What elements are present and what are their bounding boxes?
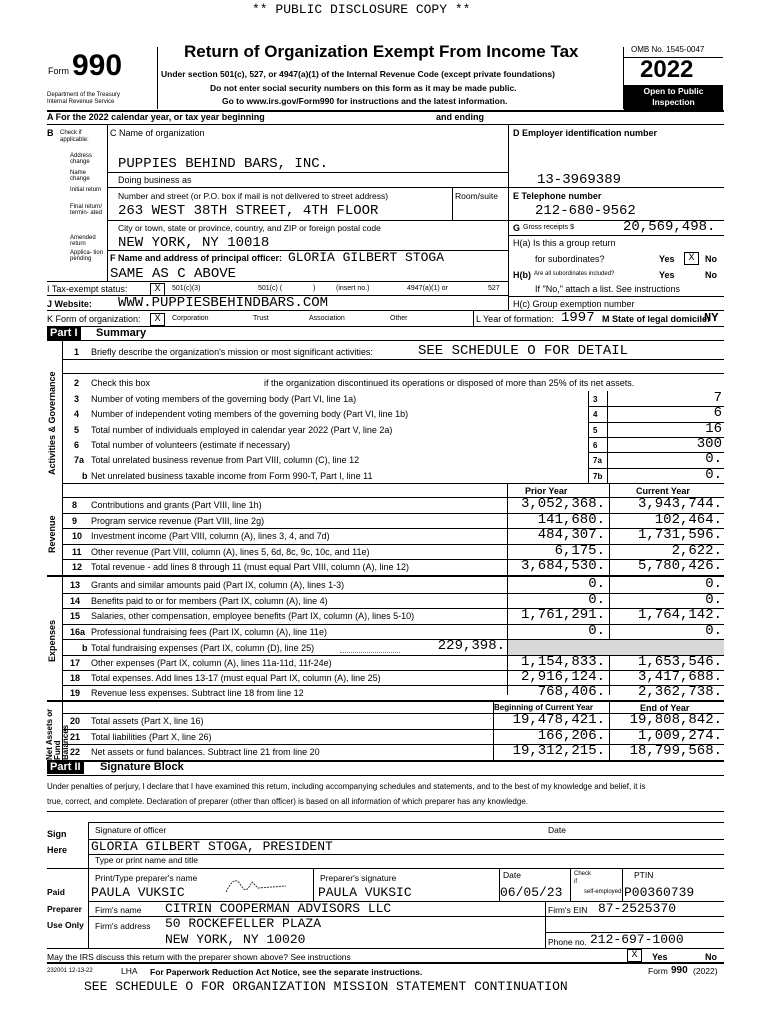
- gov-line-box: 6: [593, 440, 598, 450]
- gross-receipts-value: 20,569,498.: [623, 219, 716, 235]
- dept-treasury: Department of the Treasury: [47, 92, 121, 98]
- gov-line-desc: Number of voting members of the governing body (Part VI, line 1a): [91, 394, 357, 404]
- org-city: NEW YORK, NY 10018: [118, 235, 270, 251]
- perjury-declaration-2: true, correct, and complete. Declaration of preparer (other than officer) is based on all information of which preparer has any knowledge.: [47, 797, 528, 806]
- firm-address-label: Firm's address: [95, 921, 151, 931]
- expense-line-desc: Other expenses (Part IX, column (A), lines 11a-11d, 11f-24e): [91, 658, 332, 668]
- ptin-label: PTIN: [634, 870, 654, 880]
- 501c-close-paren: ): [313, 285, 316, 292]
- omb-number: OMB No. 1545-0047: [631, 45, 705, 54]
- expense-current-year: 0.: [705, 591, 722, 608]
- part-ii-title: Signature Block: [100, 761, 184, 773]
- hb-no-label: No: [705, 270, 717, 280]
- net-assets-beginning: 166,206.: [537, 727, 605, 744]
- revenue-line-number: 12: [72, 562, 83, 573]
- revenue-line-desc: Investment income (Part VIII, column (A), lines 3, 4, and 7d): [91, 531, 330, 542]
- tax-year: 2022: [640, 56, 694, 83]
- gov-line-number: 7a: [74, 455, 85, 466]
- firm-ein: 87-2525370: [598, 901, 677, 916]
- expense-prior-year: 0.: [588, 576, 605, 592]
- group-return-label: H(a) Is this a group return: [513, 238, 616, 248]
- state-domicile-label: M State of legal domicile:: [602, 314, 711, 324]
- net-assets-line-number: 21: [70, 731, 81, 742]
- gov-line-desc: Total unrelated business revenue from Part VIII, column (C), line 12: [91, 455, 360, 466]
- corporation-checkbox[interactable]: X: [150, 313, 165, 326]
- room-suite-label: Room/suite: [455, 191, 498, 201]
- net-assets-beginning: 19,312,215.: [512, 743, 605, 759]
- check-if-applicable: Check if applicable:: [60, 130, 89, 143]
- net-assets-line-desc: Total liabilities (Part X, line 26): [91, 731, 212, 742]
- revenue-prior-year: 3,052,368.: [520, 496, 605, 512]
- irs-discuss-yes-label: Yes: [652, 952, 668, 962]
- gov-line-value: 0.: [705, 451, 722, 468]
- schedule-o-note: SEE SCHEDULE O FOR ORGANIZATION MISSION STATEMENT CONTINUATION: [84, 979, 568, 994]
- current-year-header: Current Year: [636, 486, 690, 496]
- revenue-line-number: 9: [72, 515, 78, 526]
- paid-label: Paid: [47, 887, 65, 897]
- form-label: Form: [48, 66, 69, 76]
- principal-officer-label: F Name and address of principal officer:: [110, 253, 283, 263]
- preparer-date: 06/05/23: [500, 885, 563, 900]
- section-a-ending: and ending: [436, 112, 484, 122]
- tax-exempt-label: I Tax-exempt status:: [47, 284, 128, 294]
- website-label: J Website:: [47, 299, 92, 309]
- 4947-label: 4947(a)(1) or: [407, 285, 448, 292]
- here-label: Here: [47, 845, 68, 855]
- address-change-checkbox[interactable]: Address change: [70, 153, 93, 165]
- trust-label: Trust: [253, 315, 269, 322]
- revenue-current-year: 5,780,426.: [637, 558, 722, 575]
- expense-current-year: 1,764,142.: [637, 607, 722, 624]
- part-ii-label: Part II: [47, 761, 84, 774]
- lha-label: LHA: [121, 966, 138, 976]
- firm-phone-label: Phone no.: [548, 937, 587, 947]
- expense-line-number: 18: [70, 673, 81, 683]
- revenue-current-year: 3,943,744.: [637, 496, 722, 512]
- 501c-other-label: 501(c) (: [258, 285, 283, 292]
- website-value: WWW.PUPPIESBEHINDBARS.COM: [118, 295, 329, 311]
- ha-no-checkbox[interactable]: X: [684, 252, 699, 265]
- form-title: Return of Organization Exempt From Income Tax: [184, 42, 579, 61]
- expense-line-desc: Revenue less expenses. Subtract line 18 from line 12: [91, 688, 304, 698]
- ptin-value: P00360739: [624, 885, 695, 900]
- city-label: City or town, state or province, country, and ZIP or foreign postal code: [118, 223, 381, 233]
- expense-line-number: 19: [70, 688, 81, 698]
- net-assets-line-number: 20: [70, 716, 81, 726]
- expense-line-desc: Professional fundraising fees (Part IX, column (A), line 11e): [91, 626, 327, 637]
- other-label: Other: [390, 315, 408, 322]
- section-b-label: B: [47, 128, 54, 138]
- section-a-label: A For the 2022 calendar year, or tax year beginning: [47, 112, 265, 122]
- self-employed-checkbox[interactable]: self-employed: [584, 889, 622, 895]
- org-name: PUPPIES BEHIND BARS, INC.: [118, 156, 329, 172]
- revenue-line-desc: Contributions and grants (Part VIII, line 1h): [91, 500, 262, 510]
- check-label: Check: [574, 871, 592, 877]
- expense-line-desc: Total expenses. Add lines 13-17 (must equal Part IX, column (A), line 25): [91, 673, 381, 683]
- gov-line-number: 3: [74, 394, 80, 404]
- preparer-signature: PAULA VUKSIC: [318, 885, 412, 900]
- expense-prior-year: 0.: [588, 591, 605, 608]
- revenue-current-year: 1,731,596.: [637, 527, 722, 544]
- expense-line-number: 14: [70, 595, 81, 606]
- line-16b-number: b: [82, 643, 88, 653]
- 501c3-label: 501(c)(3): [172, 285, 201, 292]
- line-2-desc: Check this box: [91, 378, 151, 388]
- public-disclosure-banner: ** PUBLIC DISCLOSURE COPY **: [252, 2, 471, 17]
- net-assets-line-desc: Total assets (Part X, line 16): [91, 716, 204, 726]
- side-net-assets: Net Assets or Fund Balances: [45, 708, 70, 760]
- org-street: 263 WEST 38TH STREET, 4TH FLOOR: [118, 203, 379, 219]
- expense-prior-year: 2,916,124.: [520, 669, 605, 685]
- gross-receipts-label: Gross receipts $: [523, 224, 574, 231]
- gov-line-value: 7: [713, 390, 722, 406]
- hb-yes-label: Yes: [659, 270, 675, 280]
- revenue-prior-year: 141,680.: [537, 511, 605, 528]
- firm-address-2: NEW YORK, NY 10020: [165, 932, 306, 947]
- gov-line-desc: Total number of individuals employed in calendar year 2022 (Part V, line 2a): [91, 424, 393, 435]
- net-assets-beginning: 19,478,421.: [512, 712, 605, 728]
- net-assets-line-desc: Net assets or fund balances. Subtract line 21 from line 20: [91, 747, 320, 757]
- state-domicile-value: NY: [704, 311, 719, 325]
- revenue-current-year: 2,622.: [671, 542, 722, 559]
- expense-line-number: 17: [70, 658, 81, 668]
- dba-label: Doing business as: [118, 175, 192, 185]
- firm-name-label: Firm's name: [95, 905, 142, 915]
- amended-return-checkbox[interactable]: Amended return: [70, 235, 96, 247]
- preparer-signature-label: Preparer's signature: [320, 873, 397, 883]
- expense-line-desc: Grants and similar amounts paid (Part IX, column (A), lines 1-3): [91, 580, 345, 590]
- gov-line-number: 5: [74, 424, 80, 435]
- preparer-name-label: Print/Type preparer's name: [95, 873, 198, 883]
- line-1-desc: Briefly describe the organization's mission or most significant activities:: [91, 347, 373, 357]
- expense-line-desc: Salaries, other compensation, employee benefits (Part IX, column (A), lines 5-10): [91, 611, 415, 622]
- form-code: 232001 12-13-22: [47, 968, 93, 974]
- principal-officer: GLORIA GILBERT STOGA: [288, 250, 445, 265]
- part-i-title: Summary: [96, 327, 147, 339]
- line-1-number: 1: [74, 347, 80, 357]
- boy-header: Beginning of Current Year: [494, 703, 593, 712]
- preparer-label: Preparer: [47, 904, 82, 914]
- revenue-line-number: 11: [72, 546, 82, 557]
- hb-note: If "No," attach a list. See instructions: [535, 284, 680, 294]
- expense-current-year: 0.: [705, 576, 722, 592]
- perjury-declaration-1: Under penalties of perjury, I declare that I have examined this return, including accompanying schedules and statements, and to the best of my knowledge and belief, it is: [47, 782, 646, 791]
- gov-line-box: 5: [593, 425, 598, 435]
- revenue-line-desc: Other revenue (Part VIII, column (A), lines 5, 6d, 8c, 9c, 10c, and 11e): [91, 546, 370, 557]
- footer-form-number: 990: [671, 965, 688, 976]
- year-formation-value: 1997: [561, 310, 595, 326]
- initial-return-checkbox[interactable]: Initial return: [70, 187, 102, 193]
- gov-line-box: 4: [593, 410, 598, 420]
- line-16b-value: 229,398.: [437, 638, 505, 654]
- gov-line-box: 7b: [593, 471, 603, 481]
- gov-line-number: 6: [74, 439, 80, 450]
- side-expenses: Expenses: [47, 619, 57, 662]
- open-to-public: Open to Public: [643, 86, 704, 96]
- form-subtitle-3: Go to www.irs.gov/Form990 for instructions and the latest information.: [222, 96, 508, 106]
- irs-discuss-yes-checkbox[interactable]: X: [627, 949, 642, 962]
- form-subtitle-1: Under section 501(c), 527, or 4947(a)(1) of the Internal Revenue Code (except private foundations): [161, 69, 555, 79]
- group-return-sub: for subordinates?: [535, 254, 605, 264]
- type-print-name-label: Type or print name and title: [95, 855, 199, 865]
- line-2-number: 2: [74, 378, 80, 388]
- revenue-line-number: 8: [72, 500, 78, 510]
- side-revenue: Revenue: [47, 515, 57, 553]
- corporation-label: Corporation: [172, 315, 209, 322]
- preparer-date-label: Date: [503, 870, 521, 880]
- sign-date-label: Date: [548, 825, 566, 835]
- preparer-signature-scribble: [222, 874, 292, 896]
- gov-line-box: 3: [593, 395, 598, 404]
- expense-prior-year: 1,761,291.: [520, 607, 605, 624]
- expense-current-year: 3,417,688.: [637, 669, 722, 685]
- firm-name: CITRIN COOPERMAN ADVISORS LLC: [165, 901, 392, 916]
- expense-line-number: 15: [70, 611, 81, 622]
- gov-line-value: 300: [696, 435, 722, 452]
- line-16b-desc: Total fundraising expenses (Part IX, column (D), line 25): [91, 643, 315, 653]
- 527-label: 527: [488, 285, 500, 292]
- expense-current-year: 1,653,546.: [637, 654, 722, 670]
- irs-discuss-no-label: No: [705, 952, 717, 962]
- gov-line-number: b: [82, 470, 88, 481]
- telephone-value: 212-680-9562: [535, 203, 636, 219]
- expense-current-year: 0.: [705, 622, 722, 639]
- gov-line-number: 4: [74, 409, 80, 420]
- form-subtitle-2: Do not enter social security numbers on this form as it may be made public.: [210, 83, 517, 93]
- footer-form-label: Form: [648, 966, 668, 976]
- insert-no-label: (insert no.): [336, 285, 370, 292]
- application-pending-checkbox[interactable]: Applica- tion pending: [70, 250, 104, 262]
- principal-officer-address: SAME AS C ABOVE: [110, 266, 237, 282]
- officer-name-title: GLORIA GILBERT STOGA, PRESIDENT: [91, 839, 333, 854]
- group-exemption-label: H(c) Group exemption number: [513, 299, 635, 309]
- expense-line-number: 13: [70, 580, 81, 590]
- revenue-line-number: 10: [72, 531, 83, 542]
- use-only-label: Use Only: [47, 920, 84, 930]
- part-i-label: Part I: [47, 327, 81, 340]
- ha-no-label: No: [705, 254, 717, 264]
- gov-line-desc: Net unrelated business taxable income from Form 990-T, Part I, line 11: [91, 470, 373, 481]
- expense-current-year: 2,362,738.: [637, 684, 722, 700]
- footer-form-year: (2022): [693, 966, 718, 976]
- firm-ein-label: Firm's EIN: [548, 905, 588, 915]
- gov-line-value: 16: [705, 420, 722, 437]
- expense-prior-year: 1,154,833.: [520, 654, 605, 670]
- eoy-header: End of Year: [640, 703, 690, 713]
- irs-label: Internal Revenue Service: [47, 99, 115, 105]
- firm-address-1: 50 ROCKEFELLER PLAZA: [165, 916, 322, 931]
- firm-phone: 212-697-1000: [590, 932, 684, 947]
- g-label: G: [513, 223, 521, 233]
- line-2-checkbox[interactable]: [232, 376, 246, 387]
- form-number: 990: [72, 49, 123, 82]
- gov-line-value: 0.: [705, 466, 722, 483]
- net-assets-end: 1,009,274.: [637, 727, 722, 744]
- revenue-line-desc: Total revenue - add lines 8 through 11 (must equal Part VIII, column (A), line 12): [91, 562, 409, 573]
- association-label: Association: [309, 315, 345, 322]
- gov-line-box: 7a: [593, 456, 602, 466]
- expense-line-desc: Benefits paid to or for members (Part IX, column (A), line 4): [91, 595, 328, 606]
- net-assets-end: 18,799,568.: [629, 743, 722, 759]
- ha-yes-label: Yes: [659, 254, 675, 264]
- revenue-line-desc: Program service revenue (Part VIII, line 2g): [91, 515, 265, 526]
- org-name-label: C Name of organization: [110, 128, 205, 138]
- net-assets-end: 19,808,842.: [629, 712, 722, 728]
- prior-year-header: Prior Year: [525, 486, 568, 496]
- form-of-org-label: K Form of organization:: [47, 314, 141, 324]
- preparer-name: PAULA VUKSIC: [91, 885, 185, 900]
- signature-officer-label: Signature of officer: [95, 825, 167, 835]
- telephone-label: E Telephone number: [513, 191, 602, 201]
- inspection: Inspection: [652, 97, 695, 107]
- final-return-checkbox[interactable]: Final return/ termin- ated: [70, 204, 103, 216]
- sign-label: Sign: [47, 829, 67, 839]
- revenue-prior-year: 3,684,530.: [520, 558, 605, 575]
- expense-line-number: 16a: [70, 626, 86, 637]
- revenue-prior-year: 484,307.: [537, 527, 605, 544]
- name-change-checkbox[interactable]: Name change: [70, 170, 90, 182]
- irs-discuss-question: May the IRS discuss this return with the preparer shown above? See instructions: [47, 952, 351, 962]
- line-1-mission: SEE SCHEDULE O FOR DETAIL: [418, 343, 629, 359]
- revenue-current-year: 102,464.: [654, 511, 722, 528]
- net-assets-line-number: 22: [70, 747, 81, 757]
- 501c3-checkbox[interactable]: X: [150, 283, 165, 296]
- revenue-prior-year: 6,175.: [554, 542, 605, 559]
- expense-prior-year: 0.: [588, 622, 605, 639]
- gov-line-value: 6: [713, 405, 722, 422]
- hb-label: H(b): [513, 270, 531, 280]
- line-2-rest: if the organization discontinued its operations or disposed of more than 25% of its net assets.: [264, 378, 635, 388]
- expense-prior-year: 768,406.: [537, 684, 605, 700]
- ein-value: 13-3969389: [537, 172, 622, 188]
- side-activities-governance: Activities & Governance: [47, 371, 57, 475]
- gov-line-desc: Total number of volunteers (estimate if necessary): [91, 439, 291, 450]
- paperwork-notice: For Paperwork Reduction Act Notice, see the separate instructions.: [150, 967, 423, 977]
- gov-line-desc: Number of independent voting members of the governing body (Part VI, line 1b): [91, 409, 409, 420]
- if-label: if: [574, 879, 577, 885]
- ein-label: D Employer identification number: [513, 128, 658, 138]
- year-formation-label: L Year of formation:: [476, 314, 554, 324]
- street-label: Number and street (or P.O. box if mail is not delivered to street address): [118, 191, 389, 201]
- hb-text: Are all subordinates included?: [534, 271, 615, 277]
